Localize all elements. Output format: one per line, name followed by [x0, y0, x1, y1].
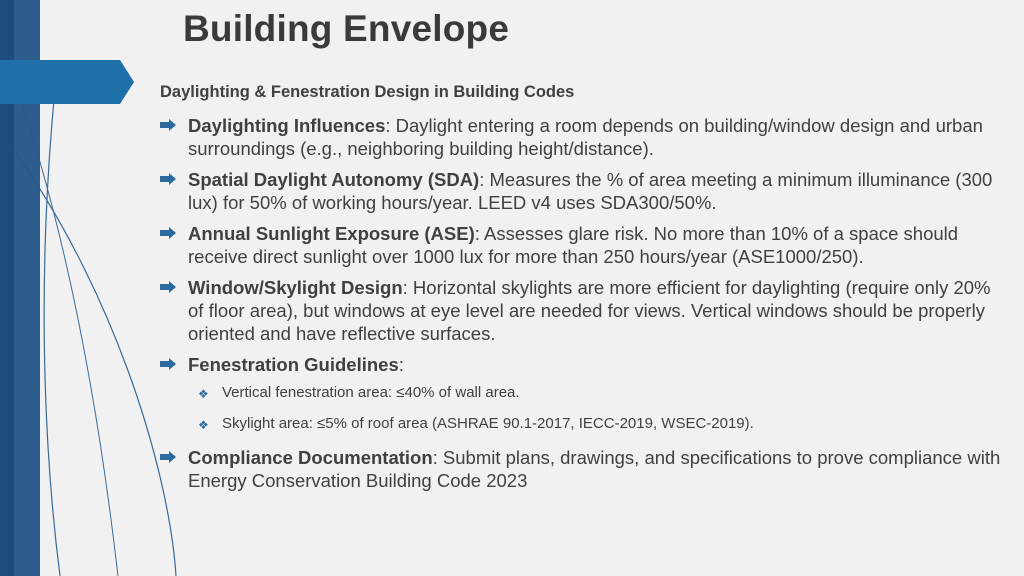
slide-subtitle: Daylighting & Fenestration Design in Building Codes [160, 83, 575, 101]
bullet-item [160, 222, 1010, 268]
bullet-title: Daylighting Influences [188, 115, 386, 136]
bullet-item [160, 276, 1010, 345]
bullet-text: : [398, 354, 404, 375]
bullet-text: : Daylight entering a room depends on building/window design and urban surroundings (e.g., neighboring building height/distance). [188, 115, 983, 159]
bullet-item [160, 168, 1010, 214]
arrow-icon [160, 119, 176, 131]
bullet-title: Fenestration Guidelines [188, 354, 399, 375]
sub-bullet-text: Vertical fenestration area: ≤40% of wall area. [222, 384, 520, 401]
diamond-cluster-icon: ❖ [198, 418, 209, 432]
diamond-cluster-icon: ❖ [198, 387, 209, 401]
bullet-text: : Assesses glare risk. No more than 10% of a space should receive direct sunlight over 1000 lux for more than 250 hours/year (ASE1000/250). [188, 223, 959, 267]
arrow-icon [160, 451, 176, 463]
sub-bullet-item [160, 384, 1010, 402]
bullet-title: Compliance Documentation [188, 447, 433, 468]
arrow-icon [160, 227, 176, 239]
bullet-title: Window/Skylight Design [188, 277, 403, 298]
bullet-text: : Measures the % of area meeting a minimum illuminance (300 lux) for 50% of working hours/year. LEED v4 uses SDA300/50%. [188, 169, 993, 213]
title-arrow-shape [0, 60, 134, 104]
arrow-icon [160, 173, 176, 185]
arrow-icon [160, 281, 176, 293]
sub-bullet-item [160, 415, 1010, 433]
bullet-list [160, 114, 1010, 500]
bullet-item [160, 446, 1010, 492]
arrow-icon [160, 358, 176, 370]
slide-title: Building Envelope [183, 8, 510, 49]
bullet-item [160, 353, 1010, 376]
bullet-item [160, 114, 1010, 160]
bullet-text: : Submit plans, drawings, and specifications to prove compliance with Energy Conservation Building Code 2023 [188, 447, 1001, 491]
bullet-text: : Horizontal skylights are more efficient for daylighting (require only 20% of floor area), but windows at eye level are needed for views. Vertical windows should be properly oriented and have reflective surfaces. [188, 277, 991, 344]
sub-bullet-text: Skylight area: ≤5% of roof area (ASHRAE 90.1-2017, IECC-2019, WSEC-2019). [222, 415, 754, 432]
bullet-title: Spatial Daylight Autonomy (SDA) [188, 169, 480, 190]
bullet-title: Annual Sunlight Exposure (ASE) [188, 223, 475, 244]
